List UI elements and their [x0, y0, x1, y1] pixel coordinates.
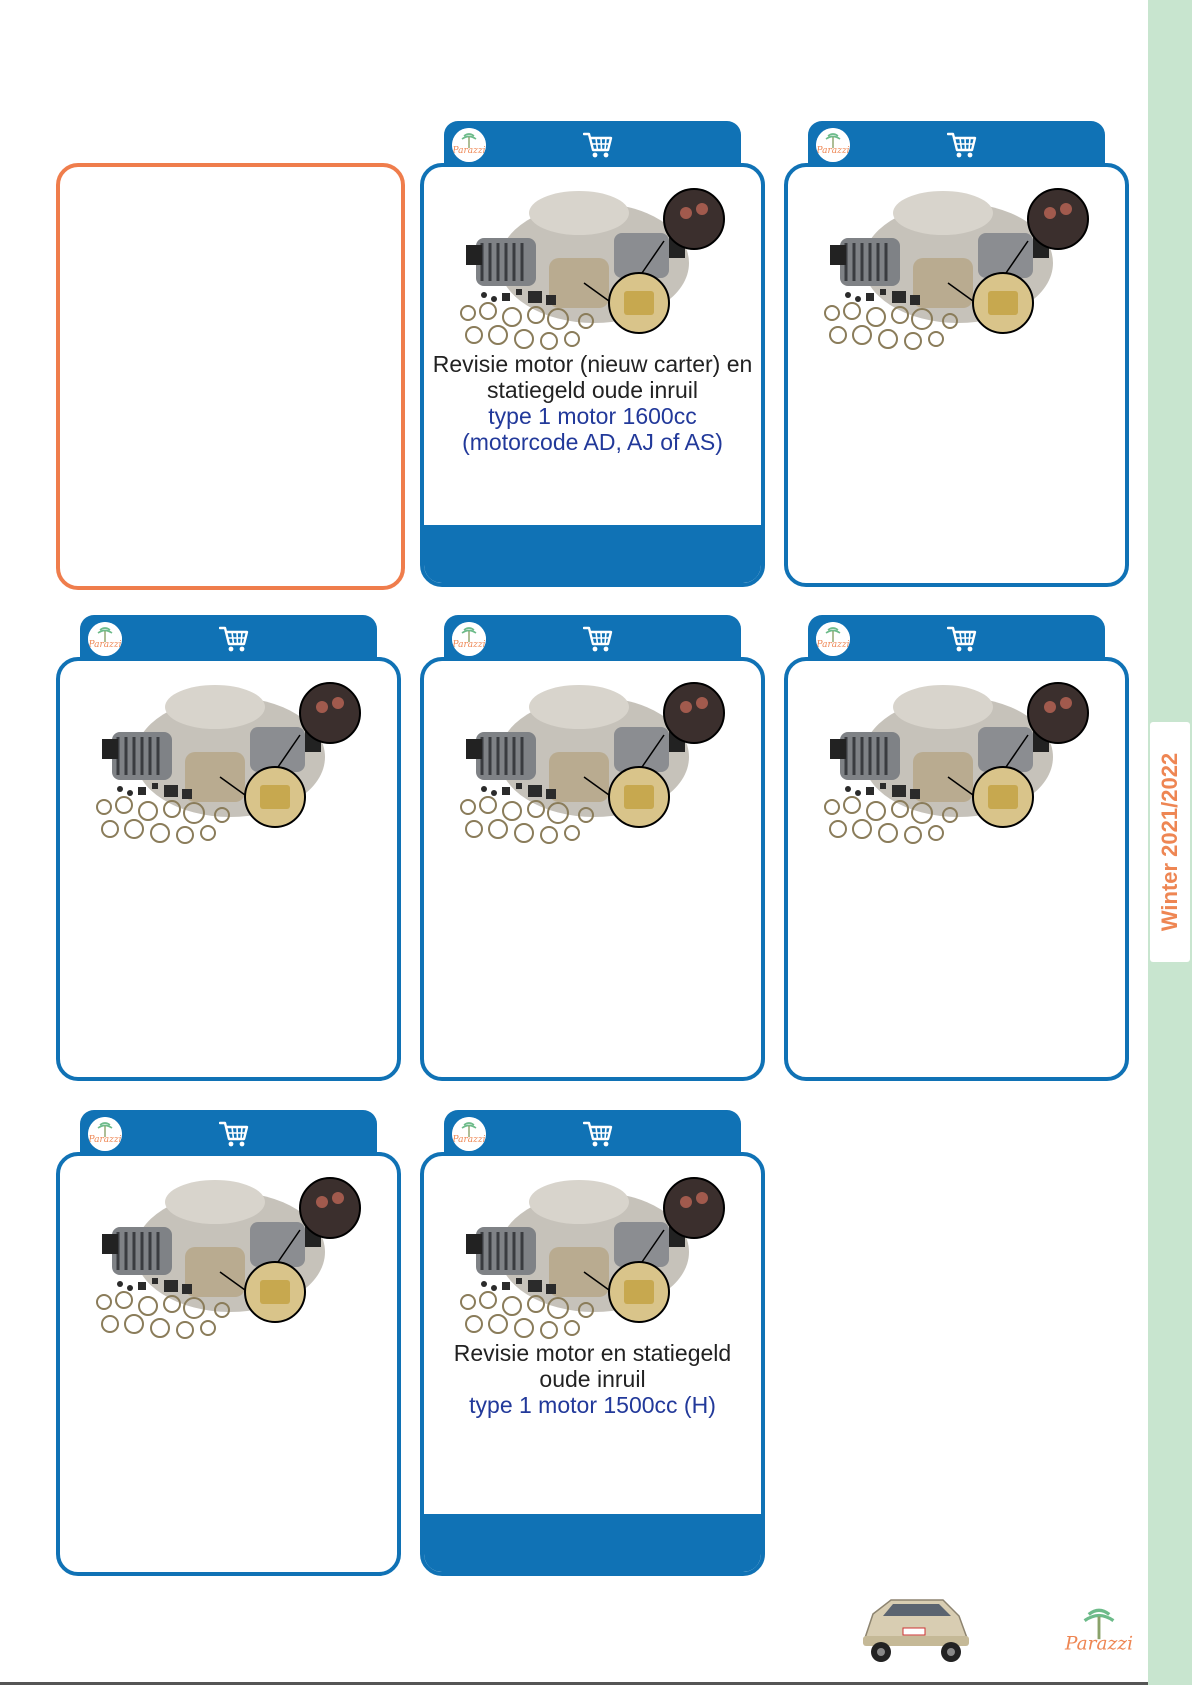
product-card[interactable] [56, 1110, 401, 1576]
parazzi-logo-icon [452, 622, 486, 656]
card-body [420, 657, 765, 1081]
parazzi-footer-logo-icon [1064, 1598, 1134, 1668]
product-subtitle: type 1 motor 1500cc (H) [469, 1392, 716, 1418]
product-title: Revisie motor en statiegeld oude inruil [453, 1340, 732, 1392]
engine-image [90, 677, 372, 847]
card-header [80, 615, 377, 663]
season-tab [1150, 722, 1190, 962]
engine-image [454, 1172, 736, 1342]
card-header [808, 121, 1105, 169]
parazzi-logo-icon [452, 1117, 486, 1151]
card-header [80, 1110, 377, 1158]
shopping-cart-icon[interactable] [219, 625, 249, 653]
engine-image [90, 1172, 372, 1342]
card-header [444, 121, 741, 169]
product-card[interactable] [420, 1110, 765, 1576]
shopping-cart-icon[interactable] [583, 625, 613, 653]
product-card[interactable] [784, 615, 1129, 1081]
card-footer [424, 1514, 761, 1572]
product-card[interactable] [420, 121, 765, 587]
product-title: Revisie motor (nieuw carter) en statiegeld oude inruil [432, 351, 753, 403]
shopping-cart-icon[interactable] [947, 131, 977, 159]
card-body [56, 657, 401, 1081]
season-label: Winter 2021/2022 [1157, 752, 1182, 932]
engine-image [818, 183, 1100, 353]
product-description [432, 351, 753, 455]
parazzi-logo-icon [816, 128, 850, 162]
card-header [808, 615, 1105, 663]
engine-image [454, 183, 736, 353]
product-card[interactable] [784, 121, 1129, 587]
vw-thing-vehicle-image [855, 1592, 973, 1666]
card-body [420, 1152, 765, 1576]
product-description [432, 1340, 753, 1418]
product-card[interactable] [420, 615, 765, 1081]
promo-card-empty [56, 163, 405, 590]
parazzi-logo-icon [816, 622, 850, 656]
product-card[interactable] [56, 615, 401, 1081]
card-body [784, 163, 1129, 587]
shopping-cart-icon[interactable] [583, 1120, 613, 1148]
parazzi-logo-icon [88, 1117, 122, 1151]
card-header [444, 1110, 741, 1158]
card-body [420, 163, 765, 587]
card-header [444, 615, 741, 663]
card-footer [424, 525, 761, 583]
engine-image [818, 677, 1100, 847]
engine-image [454, 677, 736, 847]
shopping-cart-icon[interactable] [947, 625, 977, 653]
shopping-cart-icon[interactable] [583, 131, 613, 159]
parazzi-logo-icon [88, 622, 122, 656]
product-subtitle: type 1 motor 1600cc (motorcode AD, AJ of AS) [462, 403, 723, 455]
card-body [784, 657, 1129, 1081]
shopping-cart-icon[interactable] [219, 1120, 249, 1148]
parazzi-logo-icon [452, 128, 486, 162]
card-body [56, 1152, 401, 1576]
